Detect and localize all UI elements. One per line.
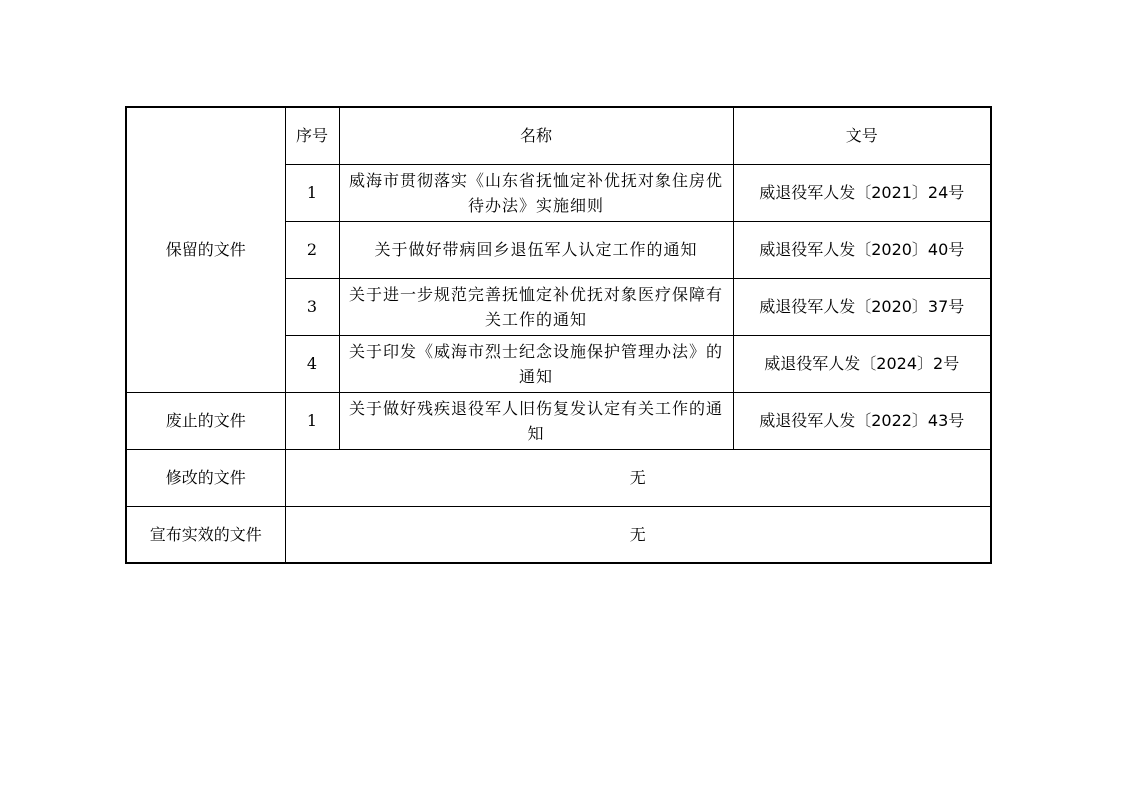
category-modified: 修改的文件 [126, 449, 285, 506]
table-row [126, 506, 991, 563]
row-seq: 3 [285, 278, 339, 335]
table-header-row [126, 107, 991, 164]
table-row [126, 449, 991, 506]
category-abolished: 废止的文件 [126, 392, 285, 449]
category-declared-invalid: 宣布实效的文件 [126, 506, 285, 563]
row-docno: 威退役军人发〔2020〕37号 [733, 278, 991, 335]
table-row [126, 392, 991, 449]
document-list-table [125, 106, 992, 564]
row-name: 关于做好带病回乡退伍军人认定工作的通知 [339, 221, 733, 278]
row-seq: 2 [285, 221, 339, 278]
row-docno: 威退役军人发〔2022〕43号 [733, 392, 991, 449]
row-docno: 威退役军人发〔2020〕40号 [733, 221, 991, 278]
header-docno: 文号 [733, 107, 991, 164]
row-seq: 4 [285, 335, 339, 392]
category-retained: 保留的文件 [126, 107, 285, 392]
modified-value: 无 [285, 449, 991, 506]
row-name: 关于进一步规范完善抚恤定补优抚对象医疗保障有关工作的通知 [339, 278, 733, 335]
row-name: 威海市贯彻落实《山东省抚恤定补优抚对象住房优待办法》实施细则 [339, 164, 733, 221]
row-docno: 威退役军人发〔2024〕2号 [733, 335, 991, 392]
header-seq: 序号 [285, 107, 339, 164]
row-name: 关于做好残疾退役军人旧伤复发认定有关工作的通知 [339, 392, 733, 449]
row-docno: 威退役军人发〔2021〕24号 [733, 164, 991, 221]
header-name: 名称 [339, 107, 733, 164]
row-seq: 1 [285, 392, 339, 449]
declared-invalid-value: 无 [285, 506, 991, 563]
row-name: 关于印发《威海市烈士纪念设施保护管理办法》的通知 [339, 335, 733, 392]
row-seq: 1 [285, 164, 339, 221]
